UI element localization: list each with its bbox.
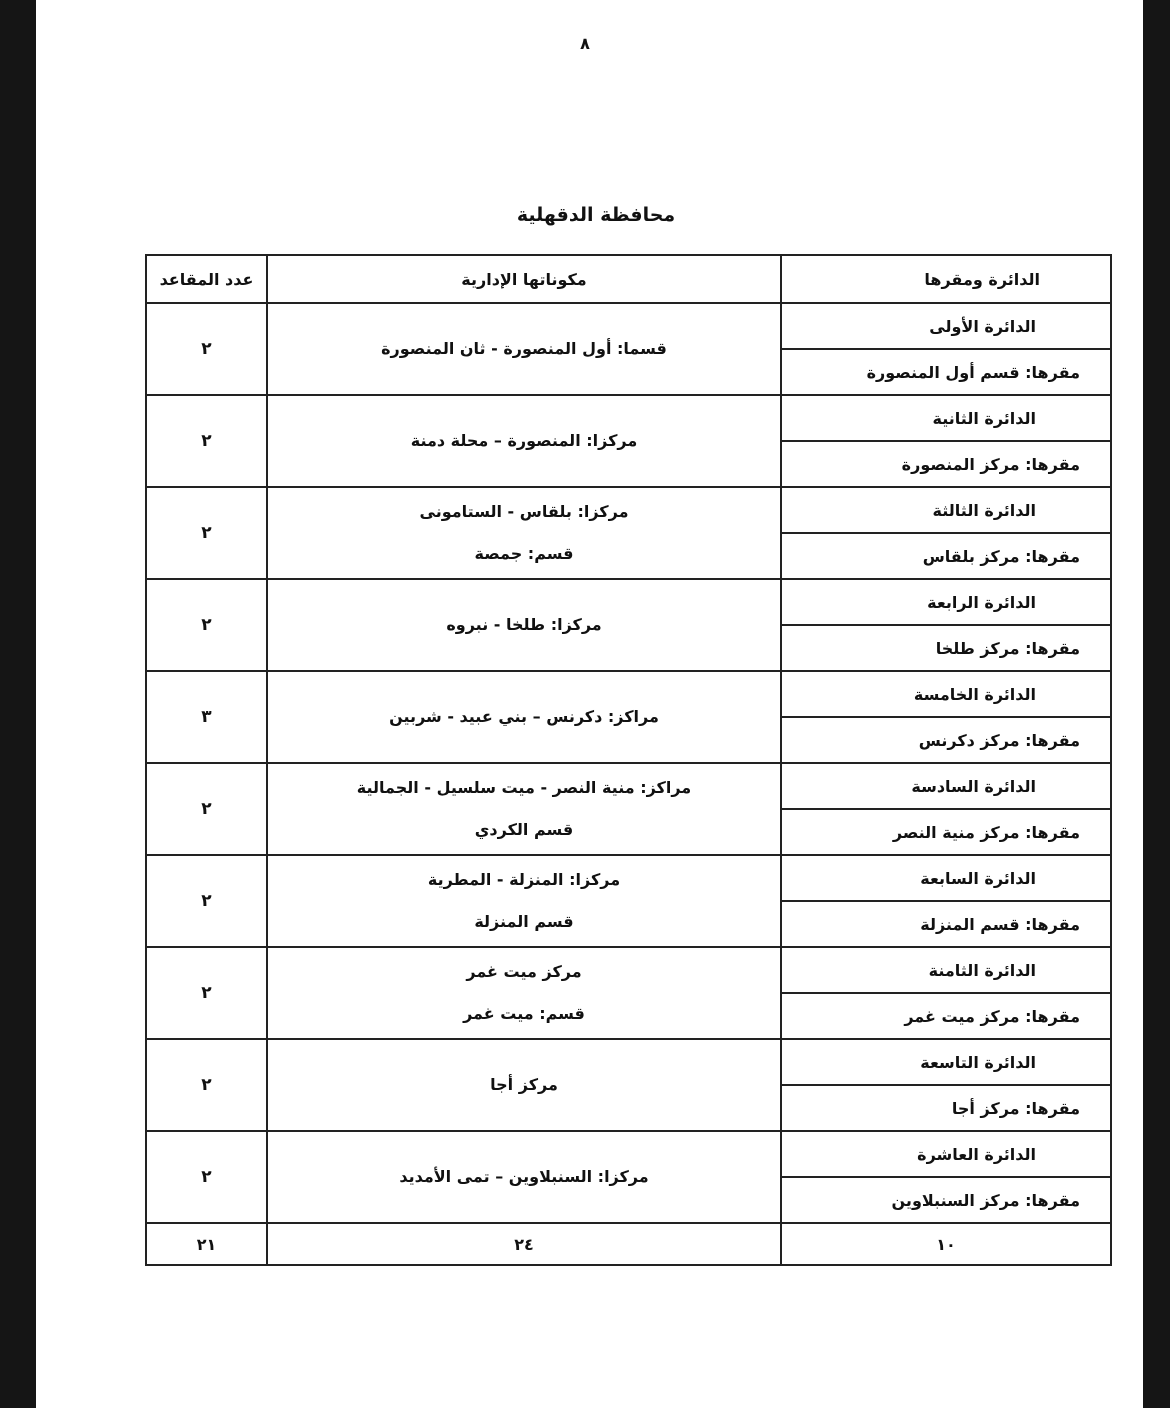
district-name: الدائرة العاشرة: [781, 1131, 1111, 1177]
district-seats-count: ٢: [146, 303, 267, 395]
right-scan-border: [1143, 0, 1170, 1408]
district-seats-count: ٣: [146, 671, 267, 763]
component-line: مركزا: المنصورة – محلة دمنة: [410, 431, 638, 450]
district-row: [146, 487, 1111, 533]
district-seats-count: ٢: [146, 395, 267, 487]
component-line: مركز أجا: [490, 1075, 558, 1094]
district-components: [267, 303, 781, 395]
component-line: مركزا: المنزلة - المطرية: [427, 870, 621, 889]
districts-table: [145, 254, 1112, 1266]
district-name: الدائرة السابعة: [781, 855, 1111, 901]
district-components: [267, 1039, 781, 1131]
district-components: [267, 487, 781, 579]
left-scan-border: [0, 0, 36, 1408]
component-line: مراكز: دكرنس – بني عبيد - شربين: [389, 707, 659, 726]
district-seats-count: ٢: [146, 1039, 267, 1131]
district-row: [146, 671, 1111, 717]
component-line: مركزا: بلقاس - الستامونى: [419, 502, 629, 521]
district-components: [267, 1131, 781, 1223]
total-districts: ١٠: [781, 1223, 1111, 1265]
district-row: [146, 947, 1111, 993]
component-line: قسم المنزلة: [474, 912, 574, 931]
total-components: ٢٤: [267, 1223, 781, 1265]
district-components: [267, 671, 781, 763]
district-components: [267, 947, 781, 1039]
table-body: [146, 303, 1111, 1223]
district-row: [146, 763, 1111, 809]
district-headquarters: مقرها: مركز المنصورة: [781, 441, 1111, 487]
header-components: مكوناتها الإدارية: [267, 255, 781, 303]
district-seats-count: ٢: [146, 855, 267, 947]
district-name: الدائرة الثانية: [781, 395, 1111, 441]
district-headquarters: مقرها: مركز طلخا: [781, 625, 1111, 671]
component-line: مراكز: منية النصر - ميت سلسيل - الجمالية: [356, 778, 692, 797]
district-components: [267, 855, 781, 947]
district-row: [146, 303, 1111, 349]
district-seats-count: ٢: [146, 579, 267, 671]
district-row: [146, 395, 1111, 441]
district-headquarters: مقرها: مركز ميت غمر: [781, 993, 1111, 1039]
district-headquarters: مقرها: مركز دكرنس: [781, 717, 1111, 763]
component-line: مركزا: السنبلاوين – تمى الأمديد: [399, 1167, 649, 1186]
total-seats: ٢١: [146, 1223, 267, 1265]
component-line: قسم الكردي: [474, 820, 574, 839]
district-name: الدائرة الأولى: [781, 303, 1111, 349]
district-components: [267, 579, 781, 671]
district-headquarters: مقرها: مركز أجا: [781, 1085, 1111, 1131]
district-row: [146, 1039, 1111, 1085]
district-name: الدائرة الثالثة: [781, 487, 1111, 533]
totals-row: [146, 1223, 1111, 1265]
component-line: مركز ميت غمر: [466, 962, 582, 981]
district-headquarters: مقرها: قسم المنزلة: [781, 901, 1111, 947]
district-name: الدائرة الثامنة: [781, 947, 1111, 993]
district-seats-count: ٢: [146, 487, 267, 579]
district-seats-count: ٢: [146, 947, 267, 1039]
page-number: ٨: [580, 34, 590, 53]
district-name: الدائرة السادسة: [781, 763, 1111, 809]
district-row: [146, 855, 1111, 901]
district-headquarters: مقرها: مركز منية النصر: [781, 809, 1111, 855]
component-line: قسما: أول المنصورة - ثان المنصورة: [381, 339, 667, 358]
component-line: قسم: جمصة: [474, 544, 574, 563]
district-headquarters: مقرها: قسم أول المنصورة: [781, 349, 1111, 395]
district-seats-count: ٢: [146, 1131, 267, 1223]
header-seats: عدد المقاعد: [146, 255, 267, 303]
district-seats-count: ٢: [146, 763, 267, 855]
district-components: [267, 395, 781, 487]
district-name: الدائرة الخامسة: [781, 671, 1111, 717]
district-row: [146, 1131, 1111, 1177]
district-row: [146, 579, 1111, 625]
district-name: الدائرة الرابعة: [781, 579, 1111, 625]
district-components: [267, 763, 781, 855]
district-name: الدائرة التاسعة: [781, 1039, 1111, 1085]
district-headquarters: مقرها: مركز بلقاس: [781, 533, 1111, 579]
district-headquarters: مقرها: مركز السنبلاوين: [781, 1177, 1111, 1223]
header-district: الدائرة ومقرها: [781, 255, 1111, 303]
table-header-row: [146, 255, 1111, 303]
page-title: محافظة الدقهلية: [516, 204, 676, 226]
component-line: مركزا: طلخا - نبروه: [446, 615, 602, 634]
component-line: قسم: ميت غمر: [463, 1004, 585, 1023]
